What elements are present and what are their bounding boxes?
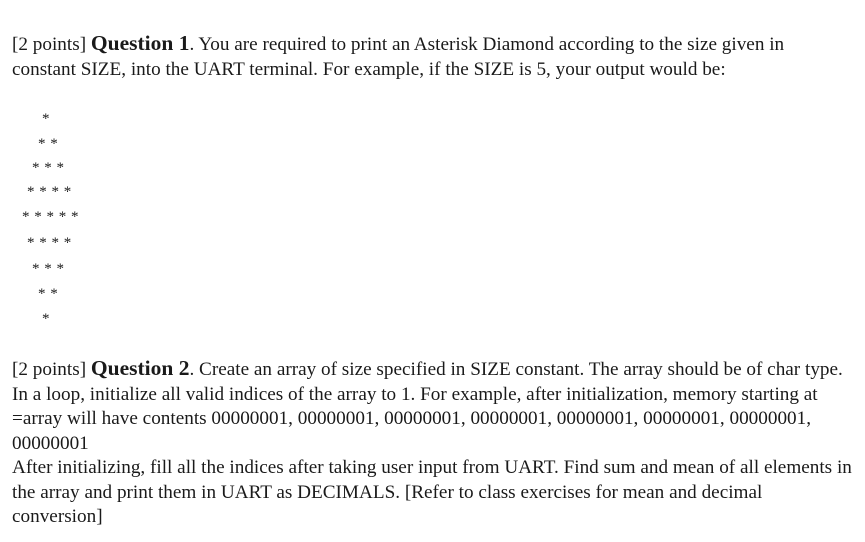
question-2-body-continued: After initializing, fill all the indices after taking user input from UART. Find sum and mean of all elements in the array and print them in UART as DECIMALS. [Refer to class exercises for mean and decimal conversion]	[12, 457, 852, 527]
question-2	[12, 356, 852, 530]
diamond-row-7: * * *	[32, 261, 65, 277]
diamond-row-1: *	[42, 111, 50, 127]
diamond-row-2: * *	[38, 136, 59, 152]
question-1-title: Question 1	[90, 31, 190, 55]
question-1-points: [2 points]	[12, 34, 91, 55]
diamond-row-6: * * * *	[27, 235, 72, 251]
question-2-title: Question 2	[90, 356, 190, 380]
diamond-row-3: * * *	[32, 160, 65, 176]
diamond-row-4: * * * *	[27, 184, 72, 200]
question-1	[12, 31, 852, 82]
question-2-points: [2 points]	[12, 359, 91, 380]
diamond-row-5: * * * * *	[22, 209, 79, 225]
diamond-row-8: * *	[38, 286, 59, 302]
question-1-body: . You are required to print an Asterisk Diamond according to the size given in constant SIZE, into the UART terminal. For example, if the SIZE is 5, your output would be:	[12, 34, 785, 80]
diamond-row-9: *	[42, 311, 50, 327]
question-2-body: . Create an array of size specified in SIZE constant. The array should be of char type. In a loop, initialize all valid indices of the array to 1. For example, after initialization, memory starting at =array will have contents 00000001, 00000001, 00000001, 00000001, 00000001, 00000001, 00000001, 00000001	[12, 359, 843, 454]
